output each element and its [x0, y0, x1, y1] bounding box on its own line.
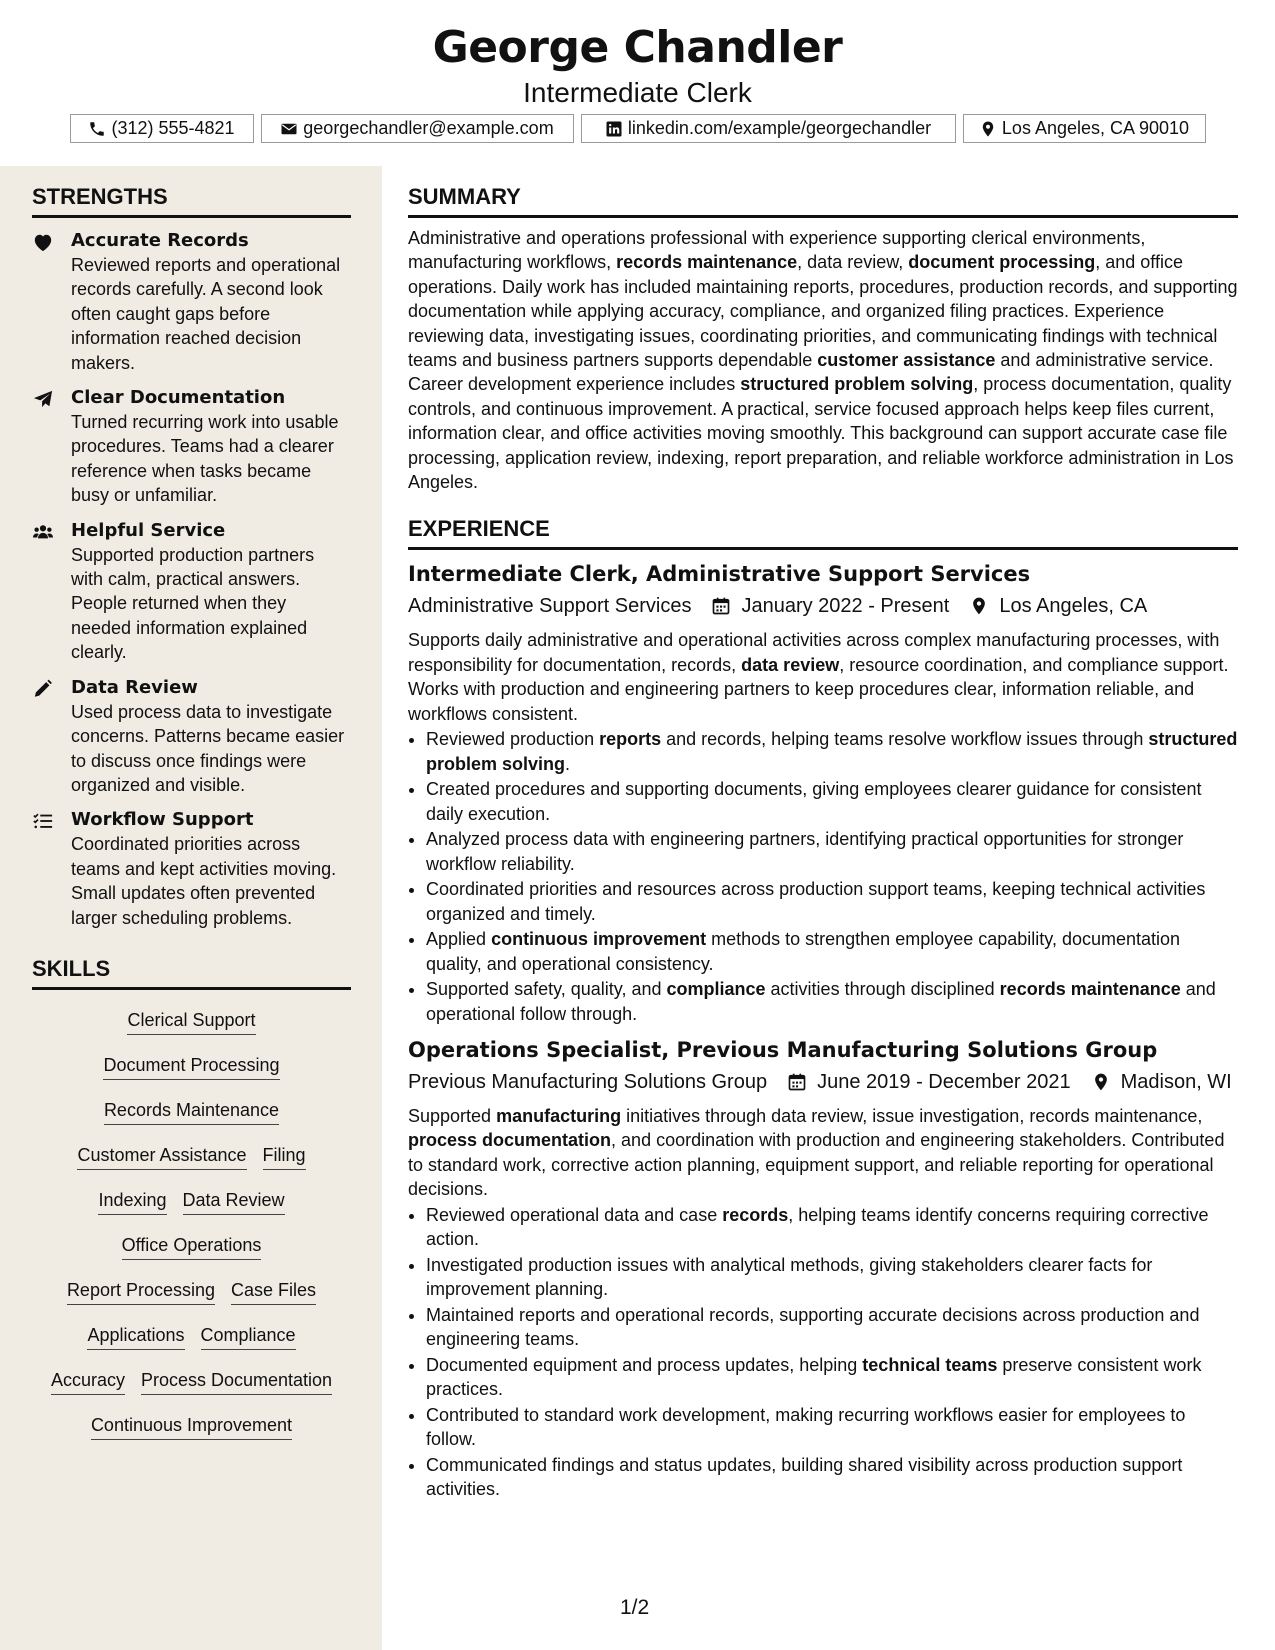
- map-pin-icon: [969, 596, 989, 616]
- list-item: • Analyzed process data with engineering partners, identifying practical opportunities for stronger workflow reliability.: [426, 827, 1238, 876]
- strength-item: [32, 518, 351, 665]
- email-text: georgechandler@example.com: [303, 118, 554, 138]
- strength-title: Helpful Service: [71, 519, 226, 541]
- candidate-title: Intermediate Clerk: [523, 77, 752, 108]
- skill-tag: Report Processing: [67, 1279, 215, 1305]
- job-dates: January 2022 - Present: [741, 595, 950, 618]
- strength-title: Data Review: [71, 676, 198, 698]
- emphasis-text: compliance: [666, 979, 766, 1000]
- job-description: Supports daily administrative and operational activities across complex manufacturing processes, with responsibility for documentation, records, data review, resource coordination, and compliance support. Works with production and engineering partners to keep procedures clear, information reliable, and workflows consistent.: [408, 630, 1229, 724]
- envelope-icon: [280, 120, 298, 138]
- sidebar: [0, 166, 382, 1650]
- skill-tag: Document Processing: [103, 1054, 279, 1080]
- emphasis-text: technical teams: [862, 1354, 998, 1375]
- strength-item: [32, 385, 351, 508]
- emphasis-text: reports: [599, 729, 662, 750]
- strength-item: [32, 228, 351, 375]
- strength-title: Workflow Support: [71, 809, 254, 831]
- skills-list: [32, 1000, 351, 1450]
- job-meta: [408, 591, 1238, 621]
- phone-icon: [88, 120, 106, 138]
- skill-tag: Data Review: [183, 1189, 285, 1215]
- strength-description: Supported production partners with calm, practical answers. People returned when they needed information explained clearly.: [71, 544, 315, 663]
- skill-tag: Filing: [263, 1144, 306, 1170]
- emphasis-text: records maintenance: [616, 252, 798, 273]
- skill-tag: Case Files: [231, 1279, 316, 1305]
- pencil-icon: [32, 679, 54, 699]
- list-check-icon: [32, 811, 54, 831]
- calendar-icon: [787, 1072, 807, 1092]
- calendar-icon: [711, 596, 731, 616]
- emphasis-text: customer assistance: [817, 350, 996, 371]
- skill-tag: Customer Assistance: [77, 1144, 246, 1170]
- list-item: • Applied continuous improvement methods to strengthen employee capability, documentation quality, and operational consistency.: [426, 927, 1238, 976]
- skill-tag: Indexing: [98, 1189, 166, 1215]
- strength-description: Turned recurring work into usable procedures. Teams had a clearer reference when tasks became busy or unfamiliar.: [71, 412, 339, 506]
- job-description: Supported manufacturing initiatives through data review, issue investigation, records maintenance, process documentation, and coordination with production and engineering stakeholders. Contributed to standard work, corrective action planning, equipment support, and reliable reporting for operational decisions.: [408, 1105, 1225, 1200]
- job-entry: [408, 1034, 1238, 1501]
- strength-item: [32, 807, 351, 930]
- emphasis-text: data review: [741, 654, 840, 675]
- list-item: • Documented equipment and process updates, helping technical teams preserve consistent work practices.: [426, 1353, 1238, 1402]
- skill-tag: Process Documentation: [141, 1369, 332, 1395]
- list-item: • Investigated production issues with analytical methods, giving stakeholders clearer facts for improvement planning.: [426, 1253, 1238, 1302]
- strength-description: Coordinated priorities across teams and kept activities moving. Small updates often prevented larger scheduling problems.: [71, 834, 337, 928]
- job-title: Operations Specialist, Previous Manufacturing Solutions Group: [408, 1037, 1158, 1062]
- list-item: • Communicated findings and status updates, building shared visibility across production support activities.: [426, 1453, 1238, 1502]
- job-company: Administrative Support Services: [408, 595, 692, 618]
- paper-plane-icon: [32, 389, 54, 409]
- job-location: Los Angeles, CA: [999, 595, 1148, 618]
- list-item: • Reviewed production reports and records, helping teams resolve workflow issues through structured problem solving.: [426, 727, 1238, 776]
- strength-item: [32, 675, 351, 798]
- job-meta: [408, 1067, 1238, 1097]
- emphasis-text: manufacturing: [496, 1105, 622, 1126]
- job-location: Madison, WI: [1120, 1070, 1232, 1093]
- phone-text: (312) 555-4821: [111, 118, 235, 138]
- emphasis-text: continuous improvement: [491, 929, 707, 950]
- contact-phone[interactable]: [70, 114, 254, 143]
- skill-tag: Clerical Support: [127, 1009, 255, 1035]
- emphasis-text: records: [722, 1204, 789, 1225]
- linkedin-icon: [605, 120, 623, 138]
- location-text: Los Angeles, CA 90010: [1001, 118, 1190, 138]
- emphasis-text: document processing: [908, 252, 1096, 273]
- users-icon: [32, 522, 54, 542]
- job-bullets: [408, 727, 1238, 1026]
- summary-text: Administrative and operations professional with experience supporting clerical environments, manufacturing workflows, records maintenance, data review, document processing, and office operations. Daily work has included maintaining reports, procedures, production records, and supporting documentation while applying accuracy, compliance, and organized filing practices. Experience reviewing data, investigating issues, coordinating priorities, and communicating findings with technical teams and business partners supports dependable customer assistance and administrative service. Career development experience includes structured problem solving, process documentation, quality controls, and continuous improvement. A practical, service focused approach helps keep files current, information clear, and office activities moving smoothly. This background can support accurate case file processing, application review, indexing, report preparation, and reliable workforce administration in Los Angeles.: [408, 228, 1238, 493]
- job-bullets: [408, 1203, 1238, 1502]
- strength-description: Reviewed reports and operational records carefully. A second look often caught gaps before information reached decision makers.: [71, 255, 341, 373]
- list-item: • Supported safety, quality, and compliance activities through disciplined records maintenance and operational follow through.: [426, 977, 1238, 1026]
- emphasis-text: process documentation: [408, 1130, 612, 1151]
- job-dates: June 2019 - December 2021: [817, 1070, 1071, 1093]
- main-column: [408, 184, 1238, 1503]
- strength-title: Clear Documentation: [71, 387, 286, 409]
- list-item: • Created procedures and supporting documents, giving employees clearer guidance for consistent daily execution.: [426, 777, 1238, 826]
- job-title: Intermediate Clerk, Administrative Support Services: [408, 562, 1031, 587]
- contact-linkedin[interactable]: [581, 114, 956, 143]
- skill-tag: Office Operations: [122, 1234, 262, 1260]
- contact-email[interactable]: [261, 114, 574, 143]
- skill-tag: Continuous Improvement: [91, 1414, 292, 1440]
- job-company: Previous Manufacturing Solutions Group: [408, 1070, 768, 1093]
- skill-tag: Records Maintenance: [104, 1099, 279, 1125]
- page-number: 1/2: [620, 1596, 650, 1619]
- list-item: • Maintained reports and operational records, supporting accurate decisions across production and engineering teams.: [426, 1303, 1238, 1352]
- map-pin-icon: [979, 120, 997, 138]
- list-item: • Coordinated priorities and resources across production support teams, keeping technical activities organized and timely.: [426, 877, 1238, 926]
- experience-heading: EXPERIENCE: [408, 516, 1238, 550]
- linkedin-text: linkedin.com/example/georgechandler: [627, 118, 932, 138]
- resume-header: [0, 0, 1275, 160]
- skill-tag: Applications: [87, 1324, 184, 1350]
- contact-bar: [0, 114, 1275, 143]
- emphasis-text: records maintenance: [999, 979, 1181, 1000]
- summary-heading: SUMMARY: [408, 184, 1238, 218]
- map-pin-icon: [1091, 1072, 1111, 1092]
- skill-tag: Compliance: [201, 1324, 296, 1350]
- emphasis-text: structured problem solving: [426, 729, 1238, 774]
- strengths-heading: STRENGTHS: [32, 184, 351, 218]
- strength-description: Used process data to investigate concerns. Patterns became easier to discuss once findings were organized and visible.: [71, 701, 345, 795]
- skills-heading: SKILLS: [32, 956, 351, 990]
- emphasis-text: structured problem solving: [740, 374, 974, 395]
- skill-tag: Accuracy: [51, 1369, 125, 1395]
- contact-location: [963, 114, 1206, 143]
- job-entry: [408, 558, 1238, 1025]
- strength-title: Accurate Records: [71, 230, 249, 251]
- heart-icon: [32, 232, 54, 252]
- list-item: • Contributed to standard work development, making recurring workflows easier for employees to follow.: [426, 1403, 1238, 1452]
- list-item: • Reviewed operational data and case records, helping teams identify concerns requiring corrective action.: [426, 1203, 1238, 1252]
- candidate-name: George Chandler: [432, 22, 843, 73]
